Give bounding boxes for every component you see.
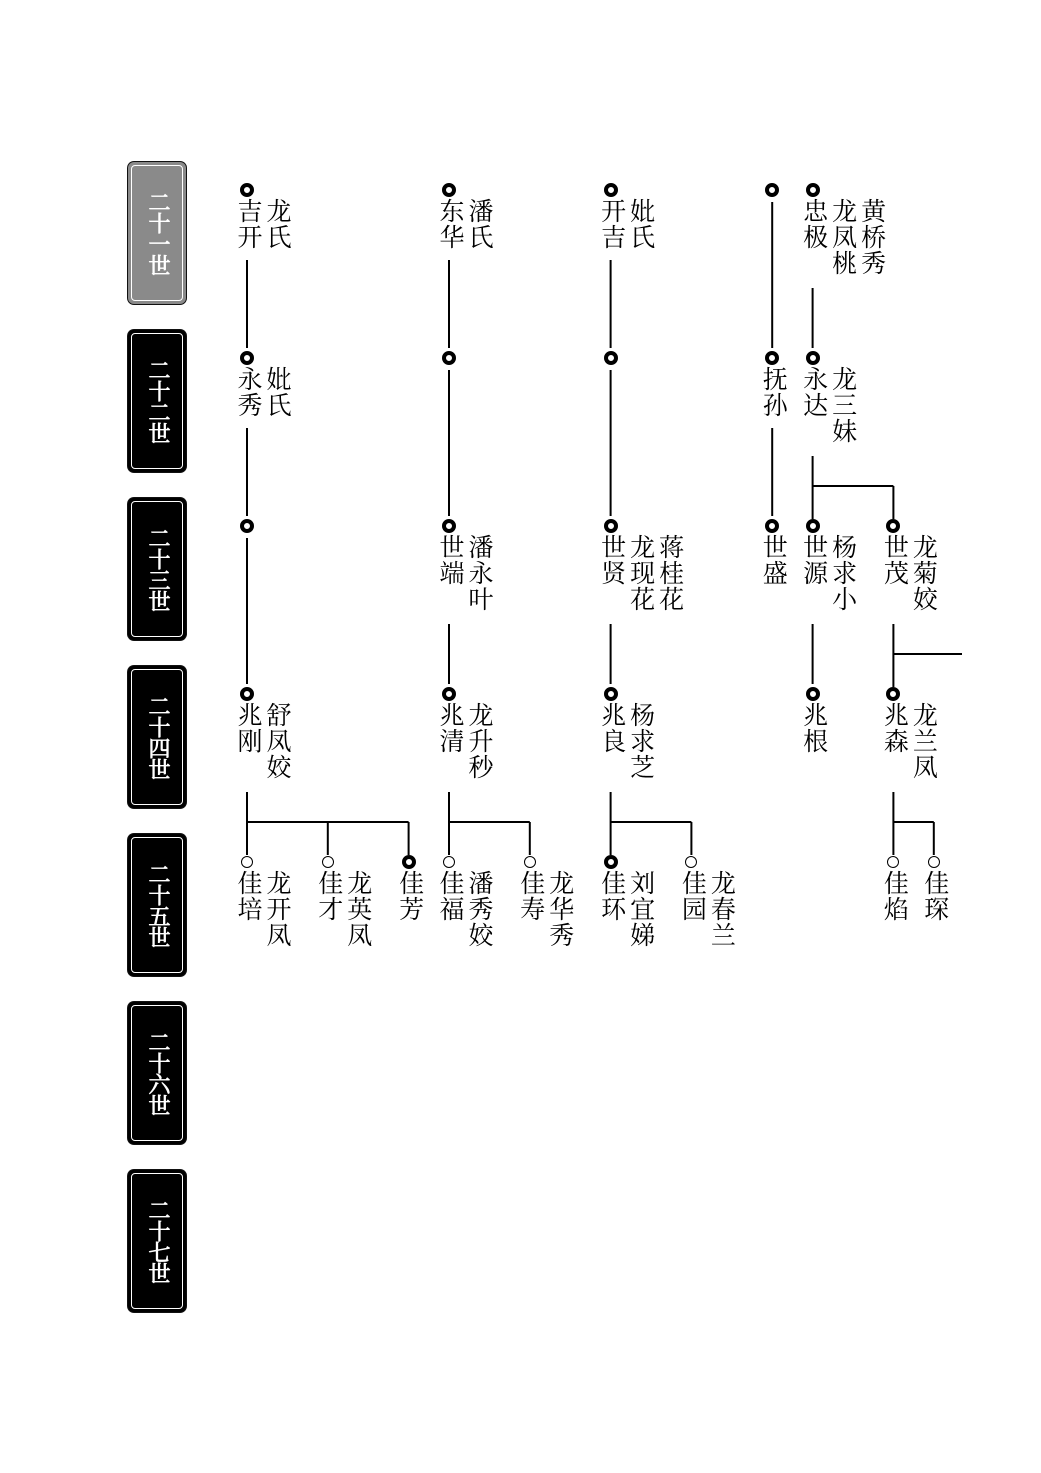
member-name: 世端 [436,534,465,586]
spouse-name: 杨求小 [828,534,858,612]
member-name: 永秀 [234,366,263,418]
spouse-name: 龙华秀 [545,870,575,948]
member-name: 佳园 [678,870,708,922]
member-name: 佳琛 [920,870,950,922]
spouse-name: 龙兰凤 [909,702,939,780]
member-name: 开吉 [597,198,627,250]
member-node-hollow [524,856,536,868]
member-node-filled [240,351,254,365]
member-node-filled [240,687,254,701]
member-name: 兆良 [597,702,627,754]
spouse-name: 妣氏 [263,366,292,418]
spouse-name: 潘永叶 [465,534,494,612]
generation-badge [128,834,186,976]
spouse-name: 舒凤姣 [263,702,292,780]
spouse-name: 龙凤桃 [828,198,858,276]
member-name: 世贤 [597,534,627,586]
member-node-filled [604,351,618,365]
member-node-filled [240,519,254,533]
member-node-hollow [928,856,940,868]
generation-badge [128,1170,186,1312]
member-name: 佳才 [314,870,344,922]
spouse-name: 龙英凤 [343,870,373,948]
spouse-name-2: 黄桥秀 [857,198,887,276]
member-name: 兆清 [436,702,465,754]
member-node-filled [806,687,820,701]
spouse-name: 龙氏 [263,198,292,250]
member-node-filled [604,687,618,701]
member-node-filled [806,183,820,197]
generation-label: 二十五世 [145,863,170,947]
member-name: 忠极 [799,198,829,250]
spouse-name: 潘氏 [465,198,494,250]
generation-badge [128,1002,186,1144]
spouse-name: 妣氏 [626,198,656,250]
generation-badge [128,666,186,808]
member-name: 佳寿 [516,870,546,922]
member-node-hollow [322,856,334,868]
generation-badge [128,162,186,304]
spouse-name: 龙升秒 [465,702,494,780]
generation-label: 二十四世 [145,695,170,779]
generation-label: 二十一世 [145,191,170,275]
generation-label: 二十六世 [145,1031,170,1115]
member-name: 佳焰 [880,870,910,922]
member-node-filled [806,351,820,365]
spouse-name: 潘秀姣 [465,870,494,948]
member-name: 抚孙 [759,366,789,418]
member-node-filled [604,855,618,869]
spouse-name-2: 蒋桂花 [655,534,685,612]
spouse-name: 龙菊姣 [909,534,939,612]
member-node-hollow [443,856,455,868]
member-node-filled [604,519,618,533]
member-name: 佳环 [597,870,627,922]
member-node-filled [442,351,456,365]
member-name: 佳福 [436,870,465,922]
member-node-filled [604,183,618,197]
member-node-filled [442,519,456,533]
member-name: 世源 [799,534,829,586]
member-node-filled [240,183,254,197]
generation-label: 二十三世 [145,527,170,611]
member-name: 东华 [436,198,465,250]
generation-label: 二十七世 [145,1199,170,1283]
generation-label: 二十二世 [145,359,170,443]
spouse-name: 龙三妹 [828,366,858,444]
member-node-hollow [241,856,253,868]
spouse-name: 龙现花 [626,534,656,612]
spouse-name: 龙春兰 [707,870,737,948]
member-name: 兆根 [799,702,829,754]
member-node-filled [806,519,820,533]
spouse-name: 刘宜娣 [626,870,656,948]
member-name: 兆森 [880,702,910,754]
member-name: 佳芳 [395,870,425,922]
generation-badge [128,498,186,640]
member-node-filled [442,687,456,701]
member-name: 永达 [799,366,829,418]
member-name: 兆刚 [234,702,263,754]
spouse-name: 龙开凤 [263,870,292,948]
member-name: 吉开 [234,198,263,250]
member-node-filled [442,183,456,197]
generation-badge [128,330,186,472]
member-name: 世茂 [880,534,910,586]
member-name: 佳培 [234,870,263,922]
member-node-filled [402,855,416,869]
spouse-name: 杨求芝 [626,702,656,780]
member-name: 世盛 [759,534,789,586]
